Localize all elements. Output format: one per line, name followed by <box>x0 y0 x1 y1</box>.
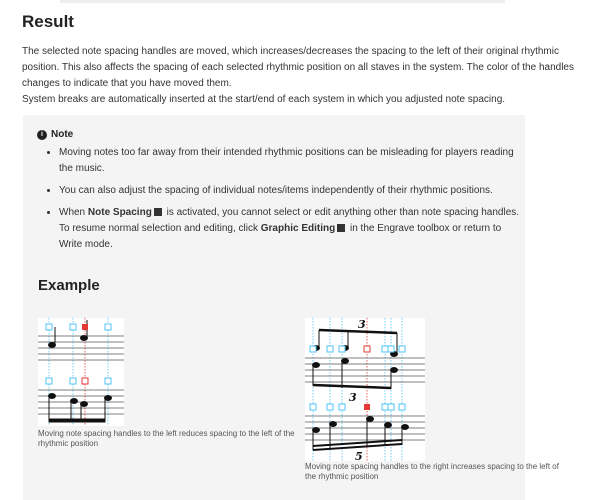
left-caption: Moving note spacing handles to the left reduces spacing to the left of the rhythmic position <box>38 429 295 448</box>
note-box <box>23 115 559 500</box>
list-item: • You can also adjust the spacing of individual notes/items independently of their rhythmic positions. <box>59 183 524 199</box>
graphic-editing-label: Graphic Editing <box>260 223 336 234</box>
note-title-text: Note <box>51 129 74 140</box>
note-spacing-icon <box>154 208 162 216</box>
example-heading: Example <box>38 277 100 294</box>
result-heading: Result <box>22 12 74 31</box>
list-item: • Moving notes too far away from their intended rhythmic positions can be misleading for players reading the music. <box>59 145 524 177</box>
tuplet-number: 3 <box>349 391 357 404</box>
result-paragraph-1: The selected note spacing handles are moved, which increases/decreases the spacing to the left of their original rhythmic position. This also affects the spacing of each selected rhythmic position on all staves in the system. The color of the handles changes to indicate that you have moved them. <box>22 46 574 89</box>
text: is activated, you cannot select or edit anything other than note spacing handles. To resume normal selection and editing, click <box>59 207 520 234</box>
handle-icon <box>46 324 52 330</box>
left-example-image <box>38 318 124 426</box>
info-icon: i <box>37 130 47 140</box>
result-paragraph-2: System breaks are automatically inserted at the start/end of each system in which you adjusted note spacing. <box>22 94 506 105</box>
text: in the Engrave toolbox or return to Write mode. <box>59 223 502 250</box>
tuplet-number: 5 <box>355 450 363 461</box>
text: When <box>59 207 88 218</box>
right-example-image <box>305 318 425 461</box>
note-title <box>37 129 73 140</box>
graphic-editing-icon <box>337 224 345 232</box>
note-list <box>37 145 524 259</box>
tuplet-number: 3 <box>358 318 366 331</box>
note-spacing-label: Note Spacing <box>87 207 152 218</box>
right-caption: Moving note spacing handles to the right increases spacing to the left of the rhythmic position <box>305 462 559 481</box>
top-divider <box>60 0 505 3</box>
list-item <box>59 205 524 253</box>
